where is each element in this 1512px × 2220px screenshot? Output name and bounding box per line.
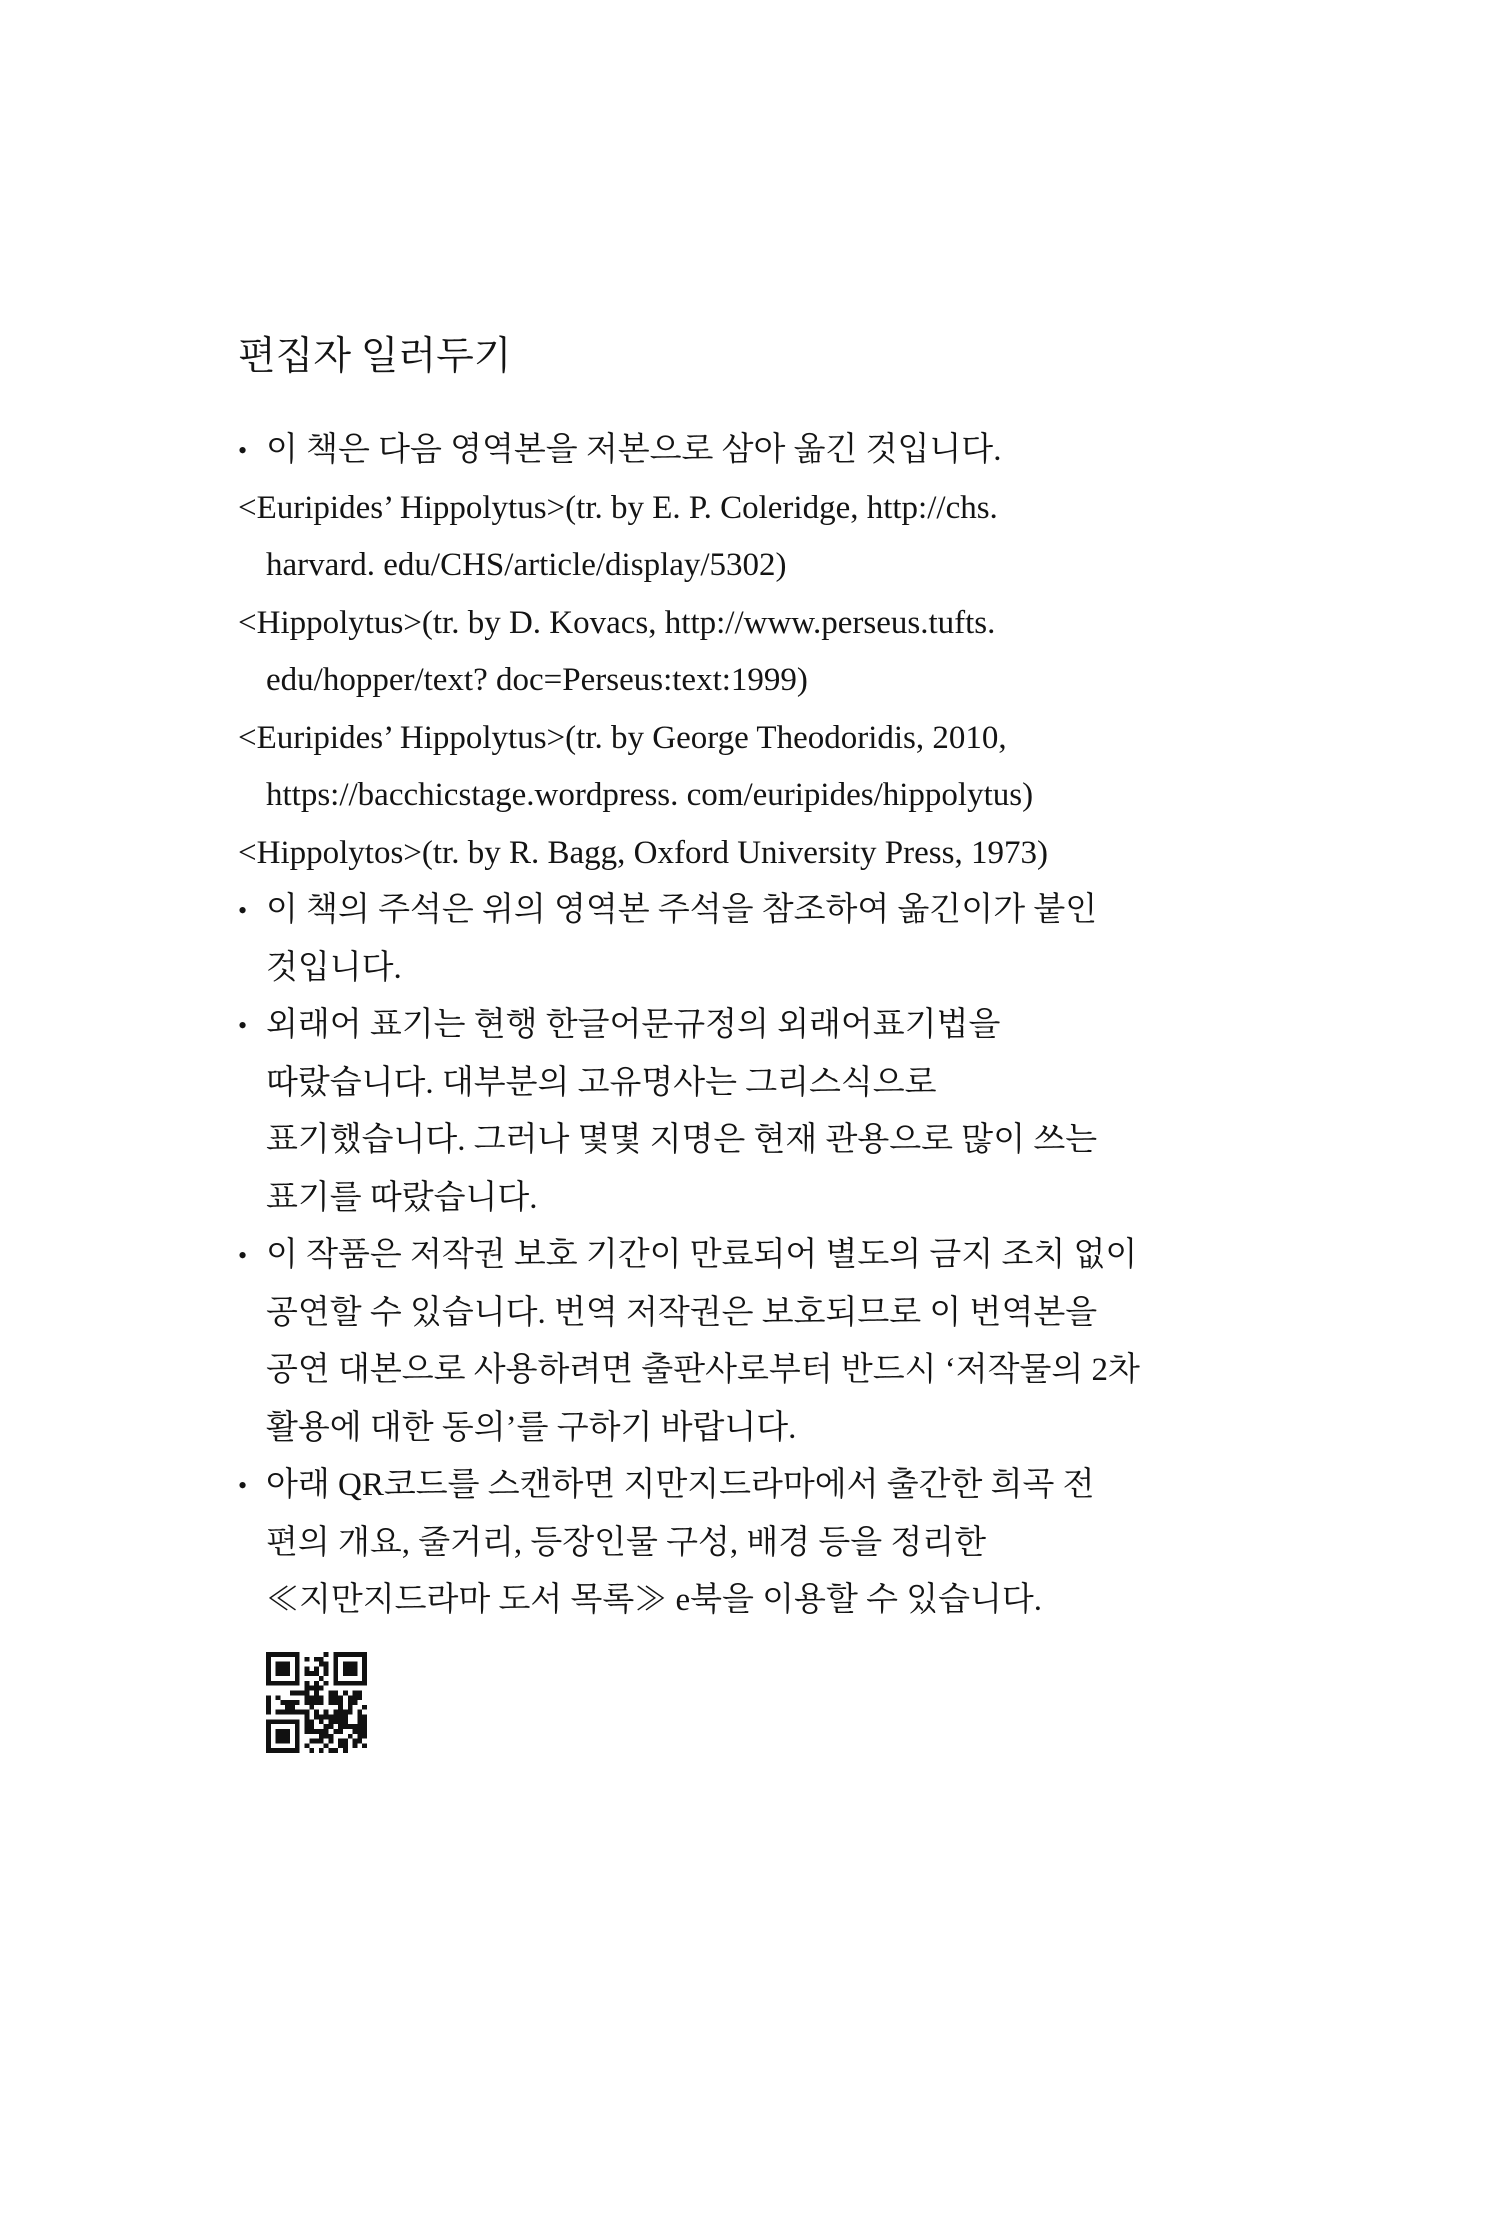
qr-code-image <box>266 1652 367 1753</box>
note-line: 활용에 대한 동의’를 구하기 바랍니다. <box>266 1409 797 1446</box>
source-line: <Hippolytus>(tr. by D. Kovacs, http://www.perseus.tufts. <box>238 604 996 641</box>
source-line: <Euripides’ Hippolytus>(tr. by George Theodoridis, 2010, <box>238 719 1007 756</box>
note-qr-catalog <box>238 1457 1238 1630</box>
note-line: 편의 개요, 줄거리, 등장인물 구성, 배경 등을 정리한 <box>266 1524 987 1561</box>
bullet-icon: • <box>238 1471 248 1500</box>
note-line: 공연 대본으로 사용하려면 출판사로부터 반드시 ‘저작물의 2차 <box>266 1352 1140 1388</box>
note-copyright <box>238 1227 1238 1457</box>
note-loanword-notation <box>238 997 1238 1227</box>
note-line: 표기를 따랐습니다. <box>266 1179 538 1216</box>
note-line: 이 작품은 저작권 보호 기간이 만료되어 별도의 금지 조치 없이 <box>266 1237 1138 1273</box>
note-line: 표기했습니다. 그러나 몇몇 지명은 현재 관용으로 많이 쓰는 <box>266 1122 1098 1158</box>
editor-notes <box>238 422 1238 1630</box>
page-title: 편집자 일러두기 <box>238 335 512 378</box>
source-entry-bagg <box>238 825 1238 883</box>
source-line: harvard. edu/CHS/article/display/5302) <box>266 547 787 583</box>
source-entry-kovacs <box>238 595 1238 710</box>
note-annotations <box>238 882 1238 997</box>
note-line: 외래어 표기는 현행 한글어문규정의 외래어표기법을 <box>266 1007 1001 1043</box>
note-source-texts <box>238 422 1238 480</box>
note-line: 이 책은 다음 영역본을 저본으로 삼아 옮긴 것입니다. <box>266 432 1002 468</box>
source-line: <Euripides’ Hippolytus>(tr. by E. P. Coleridge, http://chs. <box>238 489 998 526</box>
note-line: 따랐습니다. 대부분의 고유명사는 그리스식으로 <box>266 1064 937 1101</box>
note-line: 아래 QR코드를 스캔하면 지만지드라마에서 출간한 희곡 전 <box>266 1467 1095 1503</box>
note-line: 이 책의 주석은 위의 영역본 주석을 참조하여 옮긴이가 붙인 <box>266 892 1098 928</box>
source-entry-coleridge <box>238 480 1238 595</box>
source-line: https://bacchicstage.wordpress. com/euripides/hippolytus) <box>266 777 1034 813</box>
source-line: edu/hopper/text? doc=Perseus:text:1999) <box>266 662 808 698</box>
bullet-icon: • <box>238 896 248 925</box>
bullet-icon: • <box>238 436 248 465</box>
source-line: <Hippolytos>(tr. by R. Bagg, Oxford University Press, 1973) <box>238 834 1048 871</box>
note-line: 공연할 수 있습니다. 번역 저작권은 보호되므로 이 번역본을 <box>266 1294 1098 1331</box>
note-line: ≪지만지드라마 도서 목록≫ e북을 이용할 수 있습니다. <box>266 1582 1042 1618</box>
qr-code-icon <box>266 1652 367 1753</box>
bullet-icon: • <box>238 1241 248 1270</box>
note-line: 것입니다. <box>266 949 402 986</box>
bullet-icon: • <box>238 1011 248 1040</box>
source-entry-theodoridis <box>238 710 1238 825</box>
